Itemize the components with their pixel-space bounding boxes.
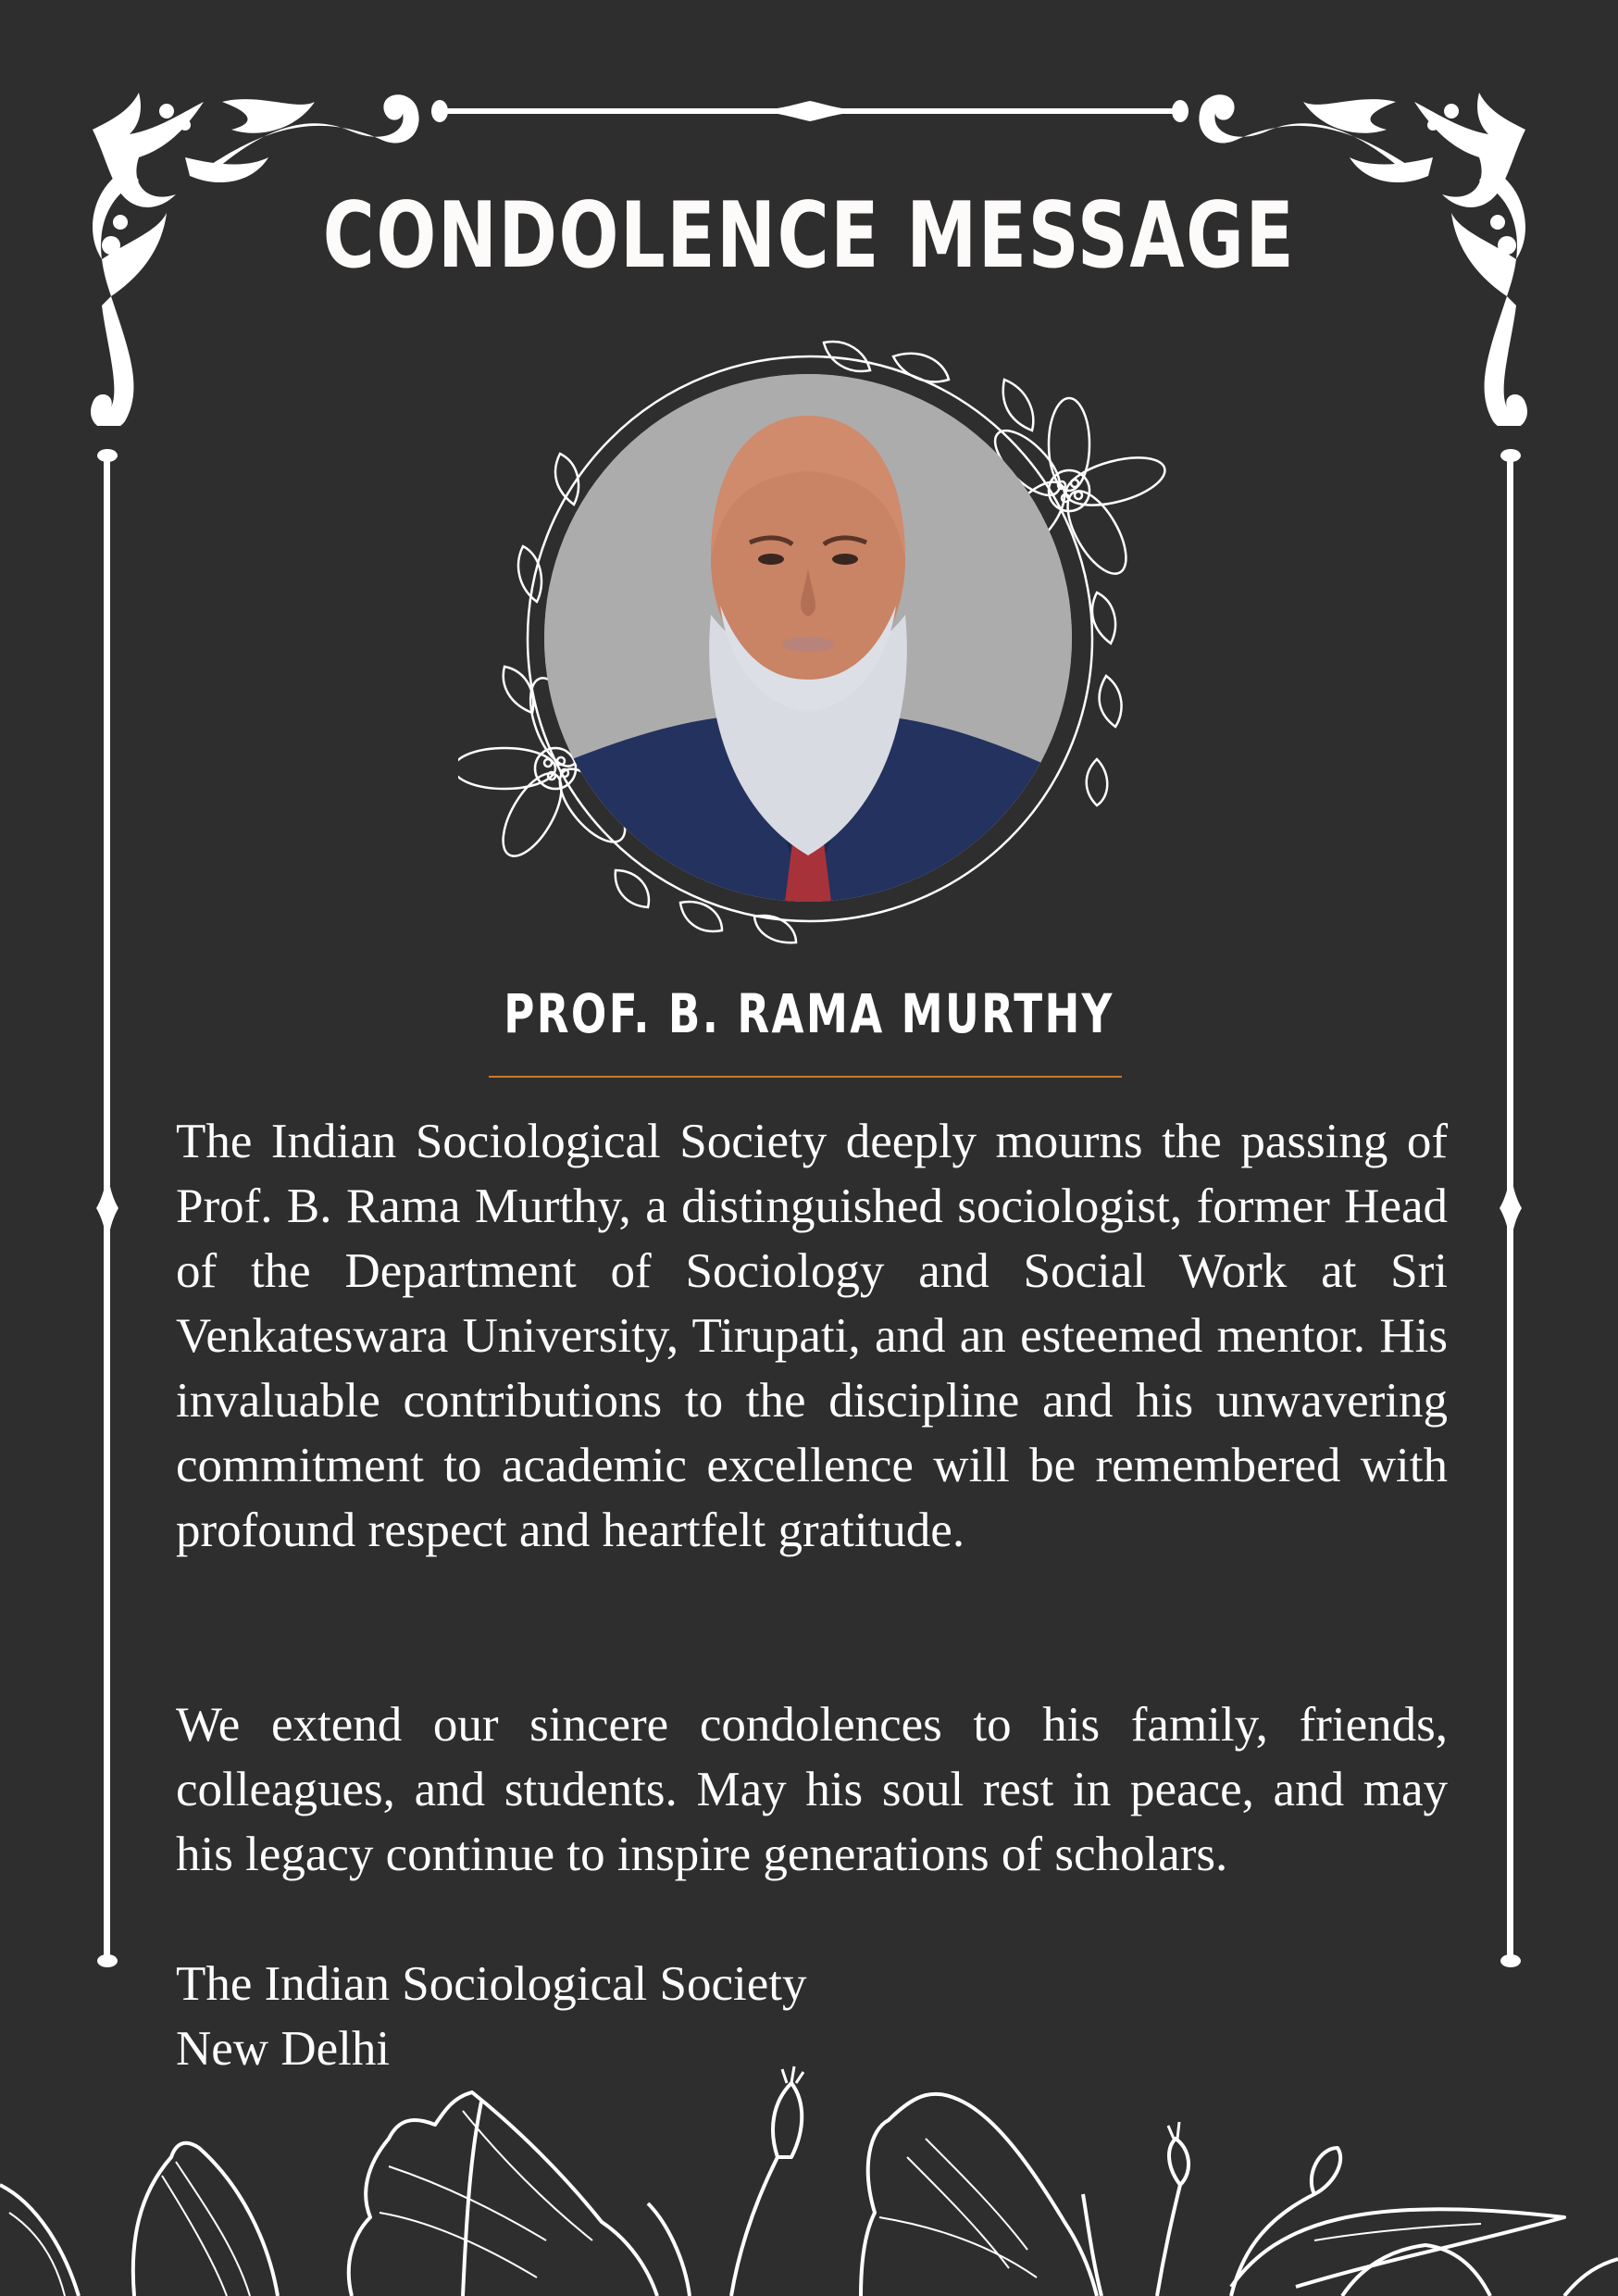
left-divider-ornament [93, 444, 122, 1972]
portrait-photo [544, 374, 1072, 902]
name-underline [489, 1076, 1122, 1078]
deceased-name: PROF. B. RAMA MURTHY [504, 982, 1114, 1045]
signature-city: New Delhi [176, 2022, 391, 2076]
top-divider-ornament [421, 93, 1199, 130]
message-paragraph: We extend our sincere condolences to his family, friends, colleagues, and students. May his soul rest in peace, and may his legacy continue to inspire generations of scholars. [176, 1698, 1448, 1881]
message-paragraph: The Indian Sociological Society deeply mourns the passing of Prof. B. Rama Murthy, a distinguished sociologist, former Head of the Department of Sociology and Social Work at Sri Venkateswara University, Tirupati, and an esteemed mentor. His invaluable contributions to the discipline and his unwavering commitment to academic excellence will be remembered with profound respect and heartfelt gratitude. [176, 1115, 1448, 1557]
lily-line-art-icon [0, 2055, 1618, 2296]
signature-organization: The Indian Sociological Society [176, 1957, 807, 2011]
right-divider-ornament [1496, 444, 1525, 1972]
page-title: CONDOLENCE MESSAGE [322, 183, 1296, 289]
